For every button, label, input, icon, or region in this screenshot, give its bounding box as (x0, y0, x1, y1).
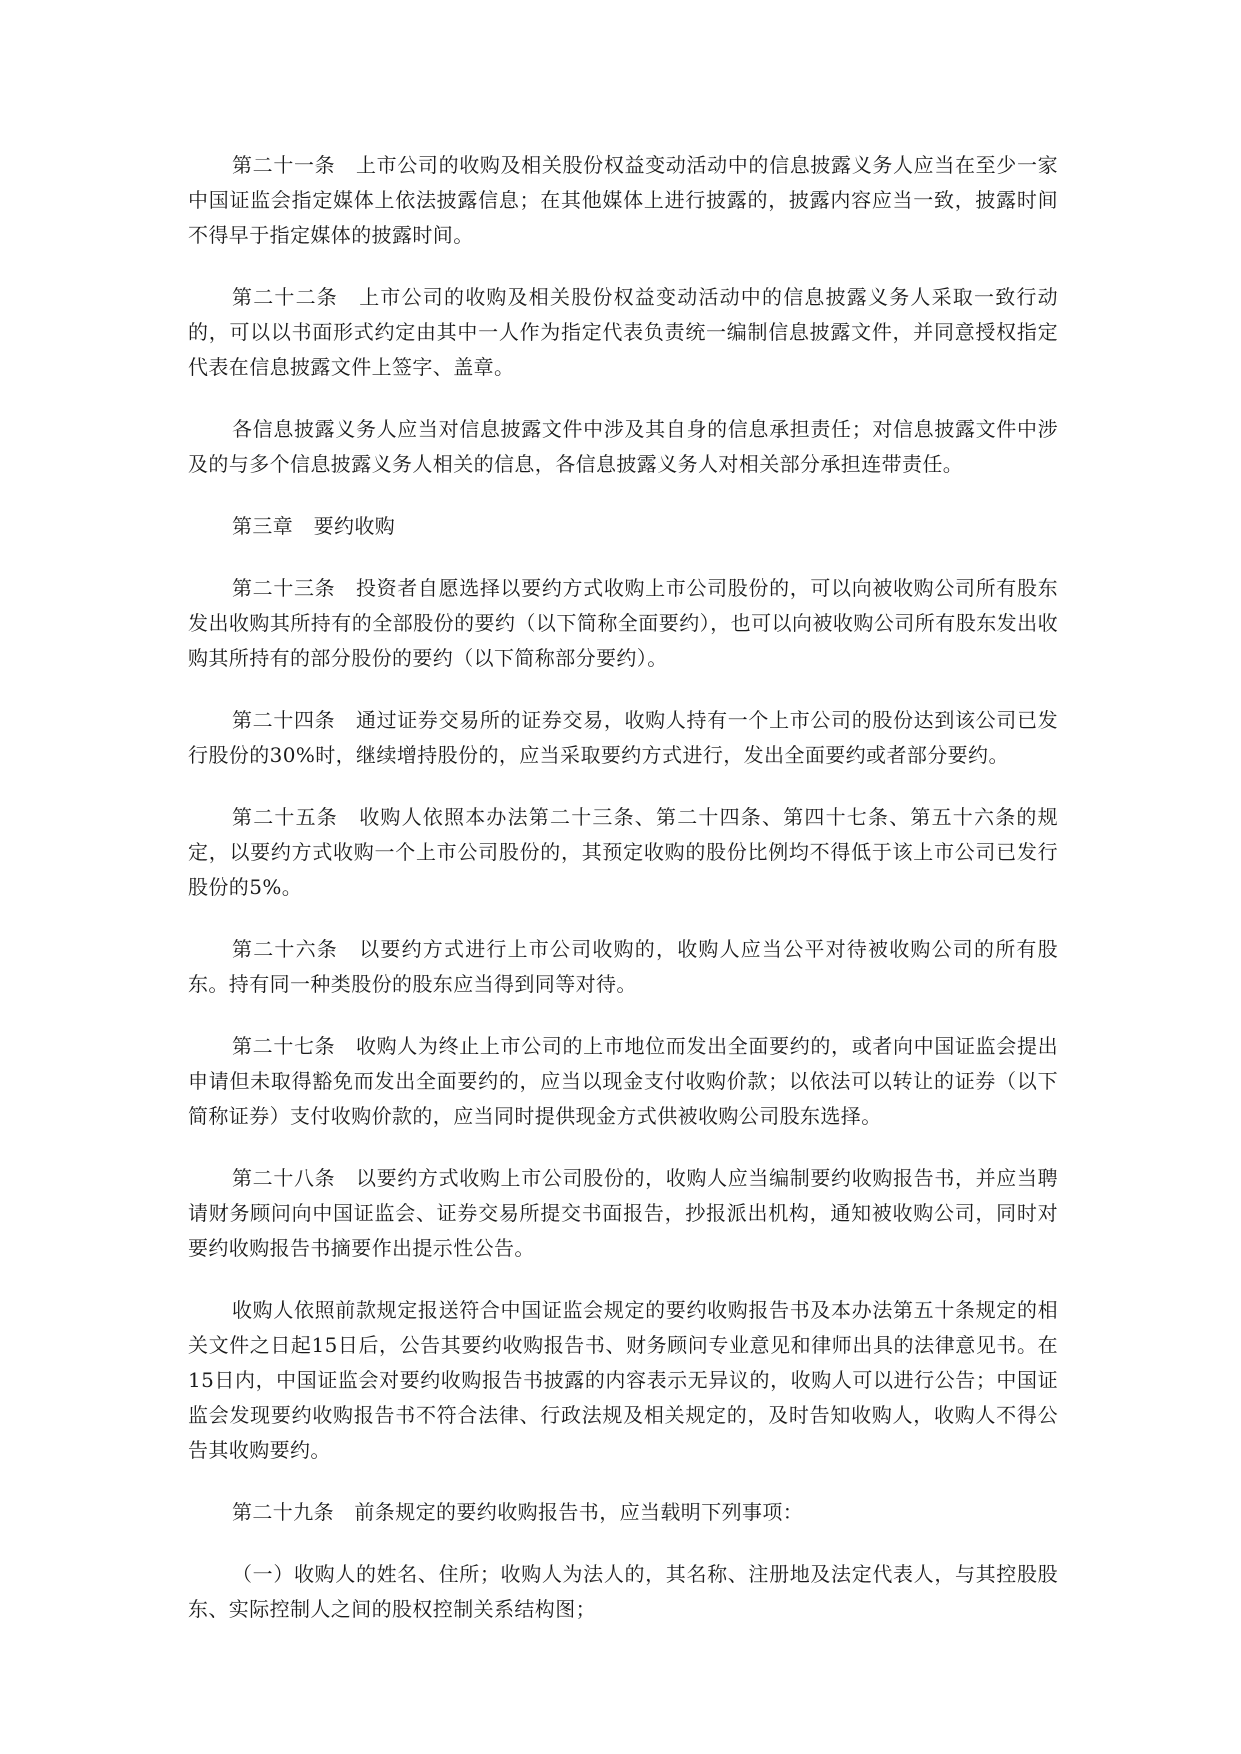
article-23: 第二十三条 投资者自愿选择以要约方式收购上市公司股份的，可以向被收购公司所有股东发出收购其所持有的全部股份的要约（以下简称全面要约），也可以向被收购公司所有股东发出收购其所持有的部分股份的要约（以下简称部分要约）。 (188, 576, 1058, 670)
article-22: 第二十二条 上市公司的收购及相关股份权益变动活动中的信息披露义务人采取一致行动的，可以以书面形式约定由其中一人作为指定代表负责统一编制信息披露文件，并同意授权指定代表在信息披露文件上签字、盖章。 (188, 285, 1058, 379)
article-24: 第二十四条 通过证券交易所的证券交易，收购人持有一个上市公司的股份达到该公司已发行股份的30%时，继续增持股份的，应当采取要约方式进行，发出全面要约或者部分要约。 (188, 708, 1058, 767)
article-28-paragraph-2: 收购人依照前款规定报送符合中国证监会规定的要约收购报告书及本办法第五十条规定的相关文件之日起15日后，公告其要约收购报告书、财务顾问专业意见和律师出具的法律意见书。在15日内，中国证监会对要约收购报告书披露的内容表示无异议的，收购人可以进行公告；中国证监会发现要约收购报告书不符合法律、行政法规及相关规定的，及时告知收购人，收购人不得公告其收购要约。 (188, 1298, 1058, 1462)
article-26: 第二十六条 以要约方式进行上市公司收购的，收购人应当公平对待被收购公司的所有股东。持有同一种类股份的股东应当得到同等对待。 (188, 937, 1058, 996)
article-28: 第二十八条 以要约方式收购上市公司股份的，收购人应当编制要约收购报告书，并应当聘请财务顾问向中国证监会、证券交易所提交书面报告，抄报派出机构，通知被收购公司，同时对要约收购报告书摘要作出提示性公告。 (188, 1166, 1058, 1260)
chapter-3-heading: 第三章 要约收购 (232, 514, 396, 538)
document-page (188, 148, 1058, 1654)
article-25: 第二十五条 收购人依照本办法第二十三条、第二十四条、第四十七条、第五十六条的规定，以要约方式收购一个上市公司股份的，其预定收购的股份比例均不得低于该上市公司已发行股份的5%。 (188, 805, 1058, 899)
article-21: 第二十一条 上市公司的收购及相关股份权益变动活动中的信息披露义务人应当在至少一家中国证监会指定媒体上依法披露信息；在其他媒体上进行披露的，披露内容应当一致，披露时间不得早于指定媒体的披露时间。 (188, 153, 1058, 247)
article-29-item-1: （一）收购人的姓名、住所；收购人为法人的，其名称、注册地及法定代表人，与其控股股东、实际控制人之间的股权控制关系结构图； (188, 1562, 1058, 1621)
article-22-paragraph-2: 各信息披露义务人应当对信息披露文件中涉及其自身的信息承担责任；对信息披露文件中涉及的与多个信息披露义务人相关的信息，各信息披露义务人对相关部分承担连带责任。 (188, 417, 1058, 476)
article-29: 第二十九条 前条规定的要约收购报告书，应当载明下列事项： (232, 1500, 804, 1524)
article-27: 第二十七条 收购人为终止上市公司的上市地位而发出全面要约的，或者向中国证监会提出申请但未取得豁免而发出全面要约的，应当以现金支付收购价款；以依法可以转让的证券（以下简称证券）支付收购价款的，应当同时提供现金方式供被收购公司股东选择。 (188, 1034, 1058, 1128)
